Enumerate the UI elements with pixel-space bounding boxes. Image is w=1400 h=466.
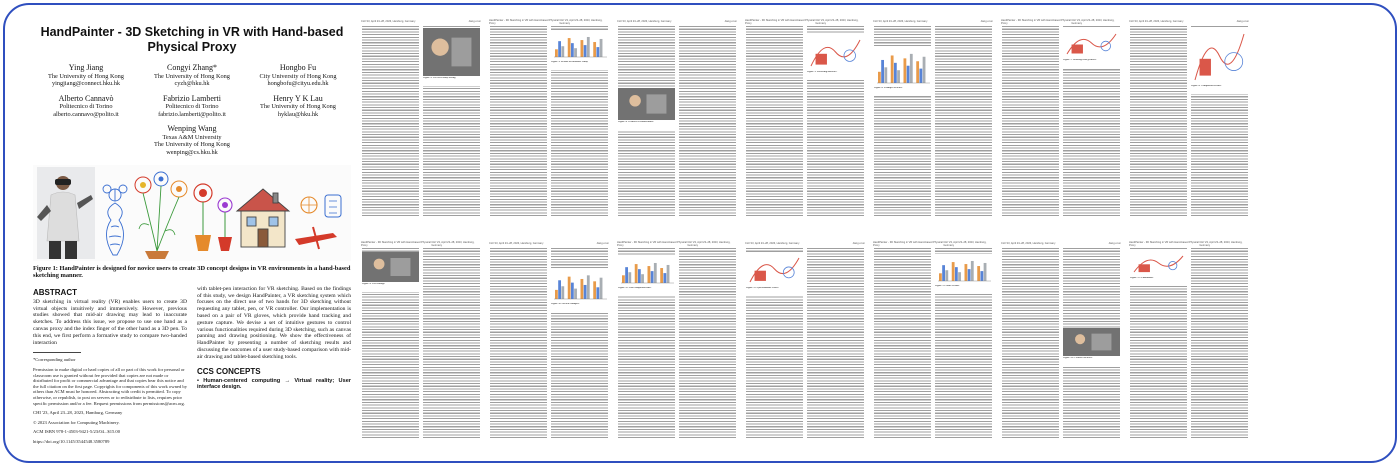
running-header-left: CHI '23, April 23–28, 2023, Hamburg, Germany — [1129, 20, 1184, 23]
text-column — [362, 26, 419, 216]
figure-image — [618, 88, 675, 130]
running-header — [615, 241, 739, 246]
text-column — [679, 26, 736, 216]
page-thumbnail — [871, 19, 995, 219]
author-name: Ying Jiang — [68, 63, 104, 72]
text-column — [874, 248, 931, 438]
document-frame — [3, 3, 1397, 463]
running-header-right: Jiang et al. — [852, 242, 865, 245]
red-objects-sketch — [295, 195, 341, 249]
running-header-left: CHI '23, April 23–28, 2023, Hamburg, Germany — [873, 20, 928, 23]
running-header-right: CHI '23, April 23–28, 2023, Hamburg, Germany — [943, 241, 987, 247]
author-email: hyklau@hku.hk — [277, 110, 319, 118]
author-affiliation: Politecnico di Torino — [59, 103, 113, 111]
text-column — [1191, 248, 1248, 438]
teaser-figure — [33, 165, 351, 261]
running-header-right: Jiang et al. — [724, 20, 737, 23]
text-column — [746, 248, 803, 438]
doi-link[interactable]: https://doi.org/10.1145/3544548.3580789 — [33, 438, 110, 444]
text-column — [490, 248, 547, 438]
page-thumbnail — [359, 241, 483, 441]
section-heading: ABSTRACT — [33, 287, 77, 297]
running-header-right: Jiang et al. — [468, 20, 481, 23]
running-header-right: CHI '23, April 23–28, 2023, Hamburg, Germany — [1199, 241, 1243, 247]
figure-caption: Figure 14: Creative sketches. — [1063, 357, 1120, 366]
text-column — [618, 248, 675, 438]
running-header — [871, 19, 995, 24]
text-column — [1063, 248, 1120, 438]
running-header-left: CHI '23, April 23–28, 2023, Hamburg, Germany — [361, 20, 416, 23]
figure-image — [423, 28, 480, 86]
author-name: Congyi Zhang* — [167, 63, 217, 72]
figure-caption: Figure 3: Results of formative study. — [551, 61, 608, 70]
text-column — [423, 248, 480, 438]
abstract-text: 3D sketching in virtual reality (VR) enables users to create 3D virtual objects intuitively and immersively. However, previous studies showed that mid-air drawing may lead to inaccurate sketches. To address this issue, we propose to use one hand as a canvas proxy and the index finger of the other hand as a 3D pen. To this end, we first perform a formative study to compare two-handed interaction — [33, 298, 187, 346]
text-column — [490, 26, 547, 216]
text-column — [1130, 26, 1187, 216]
author-list — [33, 63, 351, 157]
text-column — [1002, 248, 1059, 438]
running-header-right: CHI '23, April 23–28, 2023, Hamburg, Germany — [1071, 19, 1115, 25]
text-column — [807, 26, 864, 216]
running-header-left: HandPainter - 3D Sketching in VR with Hand-based Physical Proxy — [873, 241, 943, 247]
venue-line: CHI '23, April 23–28, 2023, Hamburg, Germany — [33, 410, 123, 416]
page-thumbnail — [615, 19, 739, 219]
figure-caption: Figure 7: Drawing with gestures. — [1063, 59, 1120, 68]
text-column — [807, 248, 864, 438]
figure-image — [1063, 28, 1120, 68]
flower-bouquet-sketch — [135, 172, 187, 259]
figure-image — [362, 252, 419, 292]
figure-caption: Figure 15: Limitations. — [1130, 277, 1187, 286]
paper-title: HandPainter - 3D Sketching in VR with Hand-based Physical Proxy — [40, 25, 344, 54]
page-thumbnail — [487, 19, 611, 219]
left-column — [33, 286, 187, 445]
author-name: Hongbo Fu — [279, 63, 317, 72]
author-email: fabrizio.lamberti@polito.it — [158, 110, 226, 118]
figure-caption: Figure 6: Example sketches. — [874, 87, 931, 96]
figure-caption: Figure 10: Sketch examples. — [551, 303, 608, 312]
running-header — [1127, 19, 1251, 24]
page-thumbnail — [999, 241, 1123, 441]
running-header-right: Jiang et al. — [1236, 20, 1249, 23]
text-column — [1191, 26, 1248, 216]
figure-image — [1191, 28, 1248, 94]
text-column — [551, 248, 608, 438]
ccs-concepts-text: • Human-centered computing → Virtual reality; User interface design. — [197, 377, 351, 391]
page-thumbnail — [615, 241, 739, 441]
author-email: hongbofu@cityu.edu.hk — [267, 80, 329, 88]
figure-caption: Figure 9: User ratings. — [362, 283, 419, 292]
running-header — [487, 241, 611, 246]
running-header-left: HandPainter - 3D Sketching in VR with Hand-based Physical Proxy — [745, 19, 815, 25]
author-affiliation: The University of Hong Kong — [260, 103, 336, 111]
author-block — [139, 63, 245, 88]
author-block — [245, 63, 351, 88]
figure-caption: Figure 5: Sketching interface. — [807, 71, 864, 80]
running-header-right: CHI '23, April 23–28, 2023, Hamburg, Germany — [687, 241, 731, 247]
author-block — [33, 63, 139, 88]
author-affiliation: City University of Hong Kong — [259, 72, 337, 80]
text-column — [935, 26, 992, 216]
running-header-left: CHI '23, April 23–28, 2023, Hamburg, Germany — [489, 242, 544, 245]
text-column — [1002, 26, 1059, 216]
author-name: Fabrizio Lamberti — [163, 93, 221, 103]
page-thumbnail — [1127, 241, 1251, 441]
figure-image — [1063, 328, 1120, 366]
running-header-left: HandPainter - 3D Sketching in VR with Hand-based Physical Proxy — [361, 241, 431, 247]
page-thumbnail — [871, 241, 995, 441]
running-header-right: Jiang et al. — [980, 20, 993, 23]
running-header — [359, 241, 483, 246]
text-column — [618, 26, 675, 216]
author-email: yingjiang@connect.hku.hk — [51, 80, 121, 88]
author-email: cyzh@hku.hk — [174, 80, 210, 88]
author-block — [245, 94, 351, 119]
running-header — [999, 19, 1123, 24]
page-thumbnail — [743, 19, 867, 219]
running-header-left: CHI '23, April 23–28, 2023, Hamburg, Germany — [617, 20, 672, 23]
figure-caption: Figure 1: HandPainter is designed for novice users to create 3D concept designs in VR environments in a hand-based sketching manner. — [33, 264, 351, 280]
running-header — [615, 19, 739, 24]
running-header-left: HandPainter - 3D Sketching in VR with Hand-based Physical Proxy — [617, 241, 687, 247]
two-column-body — [33, 286, 351, 445]
house-sketch — [237, 189, 289, 247]
running-header-left: CHI '23, April 23–28, 2023, Hamburg, Germany — [1001, 242, 1056, 245]
figure-image — [1130, 250, 1187, 286]
text-column — [1130, 248, 1187, 438]
running-header-left: CHI '23, April 23–28, 2023, Hamburg, Germany — [745, 242, 800, 245]
figure-image — [874, 46, 931, 96]
page-thumbnail — [487, 241, 611, 441]
text-column — [551, 26, 608, 216]
figure-image — [935, 254, 992, 294]
running-header — [487, 19, 611, 24]
running-header-right: CHI '23, April 23–28, 2023, Hamburg, Germany — [815, 19, 859, 25]
author-block — [139, 124, 245, 156]
running-header — [1127, 241, 1251, 246]
copyright-line: © 2023 Association for Computing Machinery. — [33, 419, 120, 425]
text-column — [679, 248, 736, 438]
text-column — [874, 26, 931, 216]
author-block — [139, 94, 245, 119]
author-affiliation: Politecnico di Torino — [165, 103, 219, 111]
running-header — [743, 19, 867, 24]
author-affiliation: The University of Hong Kong — [154, 141, 230, 149]
running-header-left: HandPainter - 3D Sketching in VR with Hand-based Physical Proxy — [489, 19, 559, 25]
page-thumbnail — [743, 241, 867, 441]
blue-vase-sketch — [103, 185, 127, 255]
figure-caption: Figure 11: Task completion time. — [618, 287, 675, 296]
page-thumbnail — [1127, 19, 1251, 219]
isbn-line: ACM ISBN 978-1-4503-9421-5/23/04...$15.00 — [33, 429, 121, 435]
figure-image — [746, 252, 803, 296]
section-heading: CCS CONCEPTS — [197, 366, 261, 376]
figure-caption: Figure 2: The user study setting. — [423, 77, 480, 86]
figure-caption: Figure 12: Questionnaire scores. — [746, 287, 803, 296]
text-column — [423, 26, 480, 216]
user-with-headset-image — [37, 167, 95, 259]
author-email: alberto.cannavo@polito.it — [53, 110, 119, 118]
running-header — [359, 19, 483, 24]
running-header-right: CHI '23, April 23–28, 2023, Hamburg, Germany — [559, 19, 603, 25]
figure-image — [807, 34, 864, 80]
figure-caption: Figure 8: Comparison results. — [1191, 85, 1248, 94]
right-column — [197, 286, 351, 445]
text-column — [746, 26, 803, 216]
page-thumbnail — [999, 19, 1123, 219]
text-column — [362, 248, 419, 438]
author-name: Wenping Wang — [167, 124, 217, 134]
running-header — [871, 241, 995, 246]
running-header-right: Jiang et al. — [596, 242, 609, 245]
running-header — [743, 241, 867, 246]
author-block — [33, 94, 139, 119]
footnote-rule — [33, 352, 81, 353]
author-affiliation: The University of Hong Kong — [48, 72, 124, 80]
author-name: Alberto Cannavò — [58, 93, 114, 103]
figure-image — [618, 256, 675, 296]
running-header-left: HandPainter - 3D Sketching in VR with Hand-based Physical Proxy — [1001, 19, 1071, 25]
permission-notice: Permission to make digital or hard copies of all or part of this work for personal or classroom use is granted without fee provided that copies are not made or distributed for profit or commercial advantage and that copies bear this notice and the full citation on the first page. Copyrights for components of this work owned by others than ACM must be honored. Abstracting with credit is permitted. To copy otherwise, or republish, to post on servers or to redistribute to lists, requires prior specific permission and/or a fee. Request permissions from permissions@acm.org. — [33, 367, 187, 406]
author-name: Henry Y K Lau — [273, 93, 323, 103]
page-thumbnail — [359, 19, 483, 219]
text-column — [935, 248, 992, 438]
figure-caption: Figure 4: Gestures of HandPainter. — [618, 121, 675, 130]
author-affiliation: Texas A&M University — [162, 133, 222, 141]
author-affiliation: The University of Hong Kong — [154, 72, 230, 80]
figure-image — [551, 268, 608, 312]
running-header-right: CHI '23, April 23–28, 2023, Hamburg, Germany — [431, 241, 475, 247]
running-header — [999, 241, 1123, 246]
author-email: wenping@cs.hku.hk — [166, 149, 218, 157]
figure-caption: Figure 13: More results. — [935, 285, 992, 294]
running-header-right: Jiang et al. — [1108, 242, 1121, 245]
first-page — [33, 25, 351, 455]
footnote: *Corresponding author — [33, 357, 76, 363]
running-header-left: HandPainter - 3D Sketching in VR with Hand-based Physical Proxy — [1129, 241, 1199, 247]
text-column — [1063, 26, 1120, 216]
potted-plants-sketch — [194, 184, 232, 251]
teaser-illustration — [33, 165, 351, 261]
figure-image — [551, 30, 608, 70]
abstract-text-continued: with tablet-pen interaction for VR sketching. Based on the findings of this study, we design HandPainter, a VR sketching system which focuses on the direct use of two hands for 3D sketching without requesting any tablet, pen, or VR controller. Our implementation is based on a pair of VR gloves, which provide hand tracking and gesture capture. We devise a set of intuitive gestures to control various functionalities required during 3D sketching, such as canvas panning and drawing positioning. We show the effectiveness of HandPainter by presenting a number of sketching results and discussing the outcomes of a user study-based comparison with mid-air drawing and tablet-based sketching tools. — [197, 285, 351, 360]
